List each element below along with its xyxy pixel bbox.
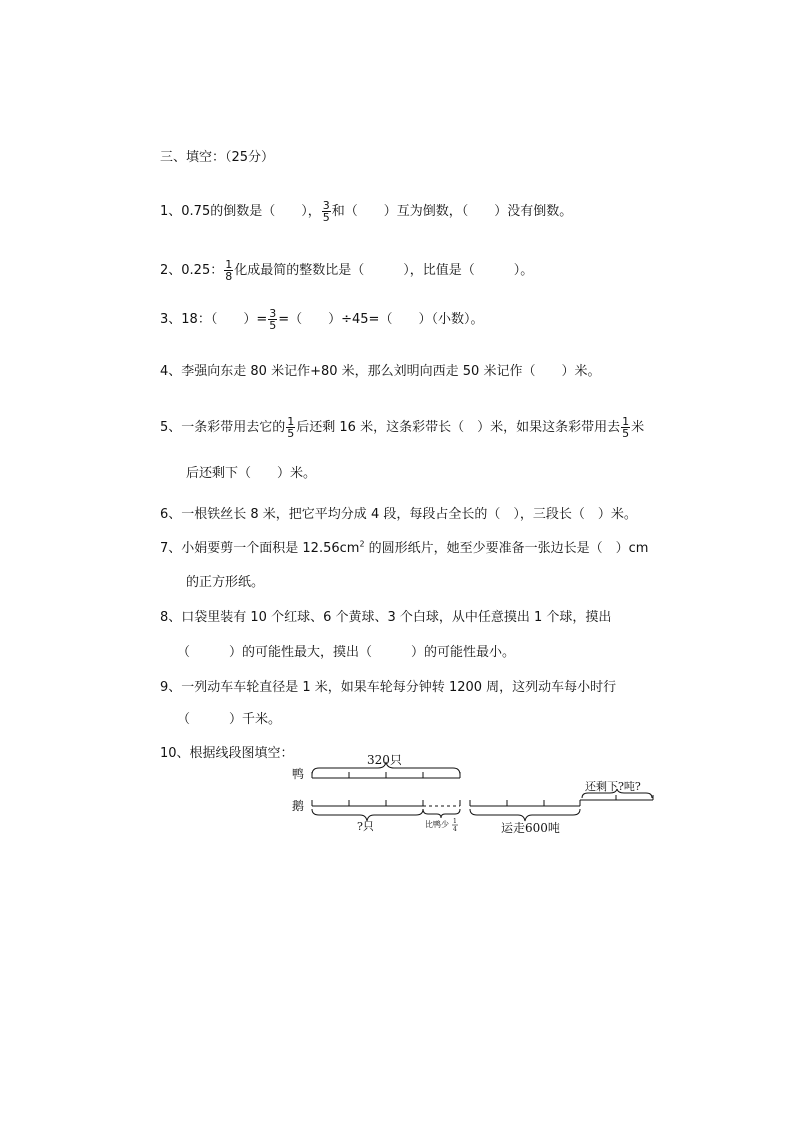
shipped-label: 运走600吨: [501, 821, 560, 835]
goose-label: 鹅: [292, 799, 305, 813]
q2-part-b: 化成最简的整数比是（ ），比值是（ ）。: [234, 263, 534, 278]
q5-fraction-1-denominator: 5: [287, 427, 295, 440]
q5-fraction-1-numerator: 1: [287, 415, 295, 428]
q5-part-a: 5、一条彩带用去它的: [160, 420, 286, 435]
q3-fraction-denominator: 5: [269, 319, 277, 332]
less-than-duck-label: 比鸭少: [425, 820, 449, 829]
remaining-label: 还剩下?吨?: [585, 780, 641, 793]
q1-fraction-numerator: 3: [322, 199, 330, 212]
q7-superscript: 2: [359, 539, 365, 549]
q2-fraction-numerator: 1: [225, 258, 233, 271]
less-fraction-numerator: 1: [453, 818, 457, 825]
q4-text: 4、李强向东走 80 米记作+80 米，那么刘明向西走 50 米记作（ ）米。: [160, 364, 601, 379]
q1-part-a: 1、0.75的倒数是（ ），: [160, 204, 321, 219]
q3-part-b: =（ ）÷45=（ ）（小数）。: [278, 312, 484, 327]
q2-part-a: 2、0.25：: [160, 263, 224, 278]
duck-total-label: 320只: [367, 753, 402, 767]
less-fraction-denominator: 4: [453, 826, 457, 833]
q7-part-b: 的圆形纸片，她至少要准备一张边长是（ ）cm: [364, 541, 649, 556]
q7-line2-text: 的正方形纸。: [186, 575, 265, 590]
shipped-brace-bottom: [470, 809, 580, 821]
q2-fraction-denominator: 8: [225, 270, 233, 283]
q8-line2-text: （ ）的可能性最大，摸出（ ）的可能性最小。: [177, 645, 516, 660]
q10-text: 10、根据线段图填空：: [160, 746, 294, 761]
goose-unknown-label: ?只: [357, 820, 374, 833]
q3-part-a: 3、18：（ ）=: [160, 312, 268, 327]
q5-part-c: 米: [631, 420, 645, 435]
duck-label: 鸭: [292, 767, 305, 781]
q5-fraction-2-numerator: 1: [622, 415, 630, 428]
q5-fraction-2-denominator: 5: [622, 427, 630, 440]
less-brace-bottom: [423, 809, 460, 818]
q1-part-b: 和（ ）互为倒数，（ ）没有倒数。: [331, 204, 573, 219]
q5-part-b: 后还剩 16 米，这条彩带长（ ）米，如果这条彩带用去: [296, 420, 621, 435]
section-title-text: 三、填空：（25分）: [160, 150, 275, 165]
q5-line2-text: 后还剩下（ ）米。: [186, 466, 317, 481]
q7-part-a: 7、小娟要剪一个面积是 12.56cm: [160, 541, 360, 556]
q8-line1-text: 8、口袋里装有 10 个红球、6 个黄球、3 个白球，从中任意摸出 1 个球，摸出: [160, 610, 612, 625]
q6-text: 6、一根铁丝长 8 米，把它平均分成 4 段，每段占全长的（ ），三段长（ ）米。: [160, 507, 637, 522]
q3-fraction-numerator: 3: [269, 307, 277, 320]
q9-line2-text: （ ）千米。: [177, 712, 282, 727]
q1-fraction-denominator: 5: [322, 211, 330, 224]
q9-line1-text: 9、一列动车车轮直径是 1 米，如果车轮每分钟转 1200 周，这列动车每小时行: [160, 680, 617, 695]
